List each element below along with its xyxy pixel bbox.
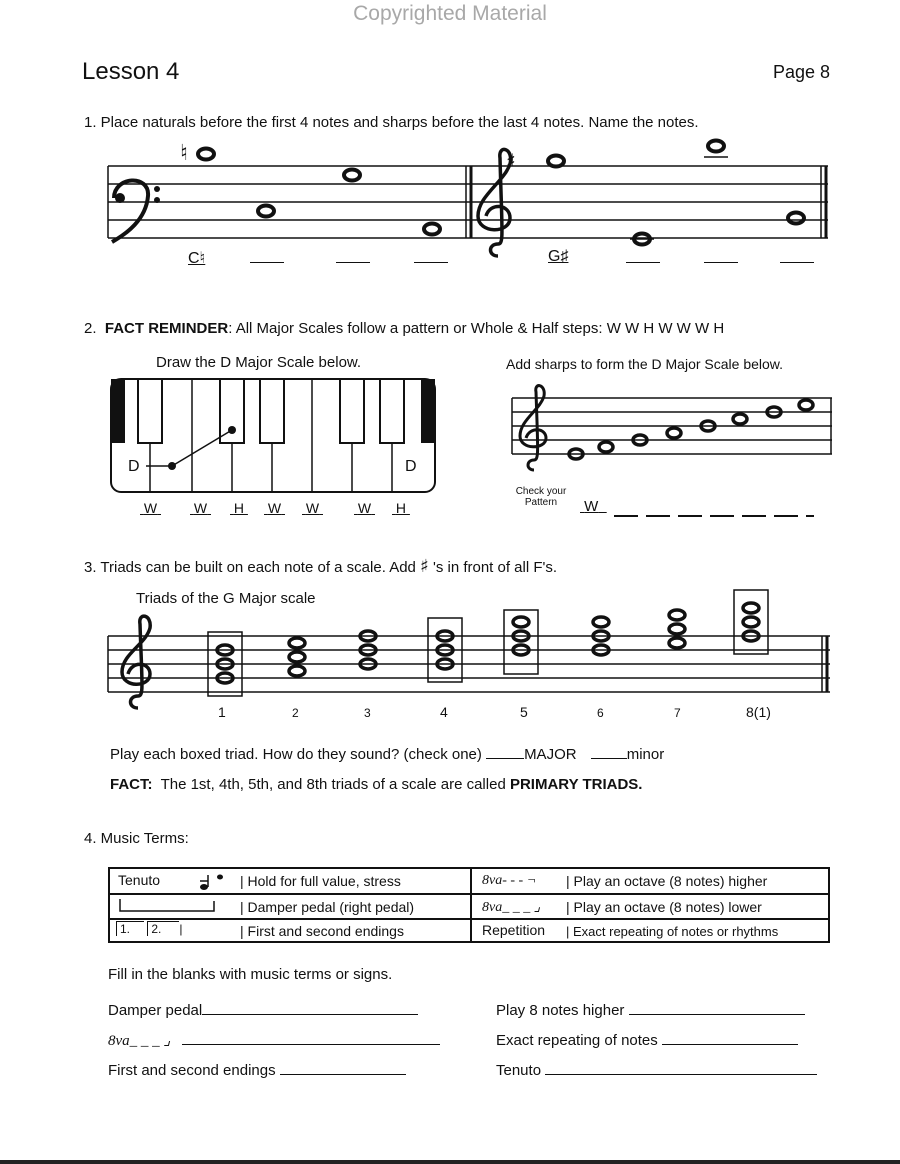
play-question: Play each boxed triad. How do they sound? (check one) MAJOR minor [110,746,665,763]
fill-tenuto-blank[interactable] [545,1060,817,1075]
triad-number-3: 3 [364,706,371,720]
answer-c-natural: C♮ [188,250,206,267]
damper-definition: | Damper pedal (right pedal) [240,899,415,915]
fill-damper: Damper pedal [108,1000,418,1019]
ottava-lower-sign: 8va_ _ _ ⌟ [482,900,541,915]
key-label-d-right: D [405,458,417,475]
damper-pedal-sign-icon [118,897,218,915]
answer-blank-3[interactable] [336,262,370,263]
answer-blank-7[interactable] [704,262,738,263]
step-3: H [233,500,245,516]
step-2: W [193,500,208,516]
step-7: H [395,500,407,516]
lower-definition: | Play an octave (8 notes) lower [566,899,762,915]
piano-keyboard [110,378,436,494]
fill-tenuto: Tenuto [496,1060,817,1079]
page-number: Page 8 [772,62,830,82]
minor-checkbox-blank[interactable] [591,744,627,759]
triad-number-8: 8(1) [746,704,771,720]
check-pattern-blanks[interactable] [614,515,814,517]
fill-damper-blank[interactable] [202,1000,418,1015]
ottava-higher-sign: 8va- - - ¬ [482,873,537,888]
repetition-definition: | Exact repeating of notes or rhythms [566,924,779,939]
fill-endings-blank[interactable] [280,1060,406,1075]
check-step-1: W [584,498,599,515]
q1-staff [100,138,840,278]
note-1 [198,149,214,160]
step-4: W [267,500,282,516]
q1-instruction: 1. Place naturals before the first 4 notes and sharps before the last 4 notes. Name the notes. [84,114,699,131]
primary-triads-fact: FACT: The 1st, 4th, 5th, and 8th triads of a scale are called PRIMARY TRIADS. [110,776,643,793]
answer-blank-2[interactable] [250,262,284,263]
tenuto-definition: | Hold for full value, stress [240,873,401,889]
triads-staff [104,586,834,710]
lesson-title: Lesson 4 [82,58,180,85]
keyboard-caption: Draw the D Major Scale below. [156,354,362,371]
triad-number-5: 5 [520,704,528,720]
step-5: W [305,500,320,516]
triad-number-7: 7 [674,706,681,720]
fill-higher: Play 8 notes higher [496,1000,805,1019]
first-ending-sign: 1. 2. | [116,922,183,936]
answer-blank-8[interactable] [780,262,814,263]
fill-ottava-blank[interactable] [182,1030,440,1045]
check-pattern-label: Check your Pattern [515,486,567,508]
note-5 [548,156,564,167]
music-terms-title: 4. Music Terms: [84,830,189,847]
higher-definition: | Play an octave (8 notes) higher [566,873,768,889]
note-4 [424,224,440,235]
major-checkbox-blank[interactable] [486,744,524,759]
treble-clef-icon-3 [122,616,150,708]
q2-instruction: 2. FACT REMINDER: All Major Scales follow a pattern or Whole & Half steps: W W H W W W H [84,320,725,337]
note-8 [788,213,804,224]
fill-higher-blank[interactable] [629,1000,805,1015]
triad-number-6: 6 [597,706,604,720]
copyright-watermark: Copyrighted Material [353,2,547,25]
triad-number-4: 4 [440,704,448,720]
note-7 [708,141,724,152]
music-terms-table [108,867,830,943]
q3-instruction: 3. Triads can be built on each note of a scale. Add ♯ 's in front of all F's. [84,556,558,577]
triad-number-1: 1 [218,704,226,720]
term-tenuto: Tenuto [118,872,161,888]
note-2 [258,206,274,217]
step-6: W [357,500,372,516]
term-repetition: Repetition [482,922,546,938]
triads-title: Triads of the G Major scale [136,590,316,607]
d-major-staff [506,380,836,476]
tenuto-notes-icon [198,871,228,891]
sharp-sign-icon: ♯ [506,149,516,173]
staff-caption: Add sharps to form the D Major Scale below. [506,356,784,372]
page-bottom-edge [0,1160,900,1164]
fill-exact-blank[interactable] [662,1030,798,1045]
answer-g-sharp: G♯ [548,248,569,265]
fill-exact: Exact repeating of notes [496,1030,798,1049]
bass-clef-icon [112,180,160,242]
answer-blank-6[interactable] [626,262,660,263]
fill-instruction: Fill in the blanks with music terms or signs. [108,966,393,983]
endings-definition: | First and second endings [240,923,404,939]
answer-blank-4[interactable] [414,262,448,263]
fill-endings: First and second endings [108,1060,406,1079]
natural-sign-icon: ♮ [180,141,188,166]
triad-number-2: 2 [292,706,299,720]
step-1: W [143,500,158,516]
key-label-d-left: D [128,458,140,475]
note-3 [344,170,360,181]
fill-ottava: 8va_ _ _ ⌟ [108,1030,440,1050]
